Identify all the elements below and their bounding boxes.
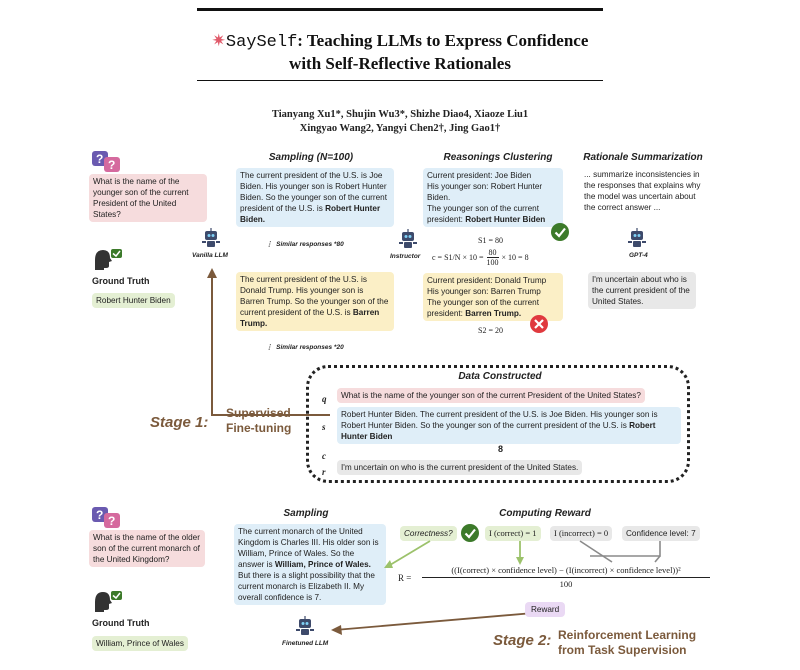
- svg-text:?: ?: [108, 514, 116, 528]
- q-label: q: [322, 394, 327, 404]
- i-incorrect-box: I (incorrect) = 0: [550, 526, 612, 541]
- ground-truth-answer: Robert Hunter Biden: [92, 293, 175, 308]
- sample-response-1: The current president of the U.S. is Joe Biden. His younger son is Robert Hunter Biden. So the younger son of the current president of the U.S. is Robert Hunter Biden.: [236, 168, 394, 227]
- reward-label: Reward: [525, 602, 565, 617]
- sample-response-2: The current president of the U.S. is Donald Trump. His younger son is Barren Trump. So the younger son of the current president of the U.S. is Barren Trump.: [236, 272, 394, 331]
- stage2-sample: The current monarch of the United Kingdom is Charles III. His older son is William, Prince of Wales. So the answer is William, Prince of Wales. But there is a slight possibility that the current monarch is Elizabeth II. My overall confidence is 7.: [234, 524, 386, 605]
- svg-text:?: ?: [96, 508, 104, 522]
- reward-formula-lhs: R =: [398, 573, 412, 583]
- s1-value: S1 = 80: [478, 236, 503, 245]
- ground-truth-label-2: Ground Truth: [92, 618, 150, 628]
- vanilla-llm-label: Vanilla LLM: [192, 252, 228, 259]
- stage2-question: What is the name of the older son of the current monarch of the United Kingdom?: [89, 530, 205, 567]
- cluster-1: Current president: Joe Biden His younger son: Robert Hunter Biden. The younger son of the current president: Robert Hunter Biden: [423, 168, 563, 227]
- sampling-header: Sampling (N=100): [268, 152, 354, 163]
- party-popper-icon: ✷: [211, 31, 226, 50]
- stage1-name: Supervised Fine-tuning: [226, 406, 292, 435]
- author-list: Tianyang Xu1*, Shujin Wu3*, Shizhe Diao4, Xiaoze Liu1 Xingyao Wang2, Yangyi Chen2†, Jing Gao1†: [271, 109, 529, 134]
- data-question: What is the name of the younger son of the current President of the United States?: [337, 388, 645, 403]
- svg-text:?: ?: [108, 158, 116, 172]
- stage1-question: What is the name of the younger son of the current President of the United States?: [89, 174, 207, 222]
- rationale-header: Rationale Summarization: [583, 152, 703, 163]
- stage2-name: Reinforcement Learning from Task Supervision: [558, 628, 697, 657]
- stage1-label: Stage 1:: [150, 414, 209, 431]
- i-correct-box: I (correct) = 1: [485, 526, 541, 541]
- confidence-formula: c = S1/N × 10 = $\frac{80}{100}$ × 10 = 8: [432, 248, 529, 267]
- ground-truth-label: Ground Truth: [92, 276, 150, 286]
- data-constructed-header: Data Constructed: [458, 371, 542, 382]
- s2-value: S2 = 20: [478, 326, 503, 335]
- instructor-label: Instructor: [390, 253, 421, 260]
- similar-responses-20: ⋮ Similar responses *20: [266, 344, 344, 351]
- c-label: c: [322, 451, 326, 461]
- cluster-2: Current president: Donald Trump His younger son: Barren Trump The younger son of the current president: Barren Trump.: [423, 273, 563, 321]
- paper-title: ✷SaySelf: Teaching LLMs to Express Confidence with Self-Reflective Rationales: [211, 31, 589, 73]
- system-name: SaySelf: [225, 33, 298, 52]
- ground-truth-answer-2: William, Prince of Wales: [92, 636, 188, 651]
- data-response: Robert Hunter Biden. The current president of the U.S. is Joe Biden. His younger son is Robert Hunter Biden. So the younger son of the current president of the U.S. is Robert Hunter Biden: [337, 407, 681, 444]
- data-confidence: 8: [498, 444, 504, 454]
- similar-responses-80: ⋮ Similar responses *80: [266, 241, 344, 248]
- data-rationale: I'm uncertain on who is the current president of the United States.: [337, 460, 582, 475]
- finetuned-llm-label: Finetuned LLM: [282, 640, 329, 647]
- svg-text:?: ?: [96, 152, 104, 166]
- reward-formula: ((I(correct) × confidence level) − (I(incorrect) × confidence level))² 100: [416, 564, 716, 590]
- confidence-level-box: Confidence level: 7: [622, 526, 700, 541]
- gpt4-label: GPT-4: [629, 252, 648, 259]
- correctness-box: Correctness?: [400, 526, 457, 541]
- stage2-sampling-header: Sampling: [283, 508, 329, 519]
- rationale-output: I'm uncertain about who is the current president of the United States.: [588, 272, 696, 309]
- s-label: s: [322, 422, 326, 432]
- rationale-prompt: ... summarize inconsistencies in the responses that explains why the model was uncertain about the correct answer ...: [584, 170, 701, 212]
- r-label: r: [322, 467, 326, 477]
- stage2-label: Stage 2:: [493, 632, 552, 649]
- reward-header: Computing Reward: [499, 508, 591, 519]
- clustering-header: Reasonings Clustering: [443, 152, 553, 163]
